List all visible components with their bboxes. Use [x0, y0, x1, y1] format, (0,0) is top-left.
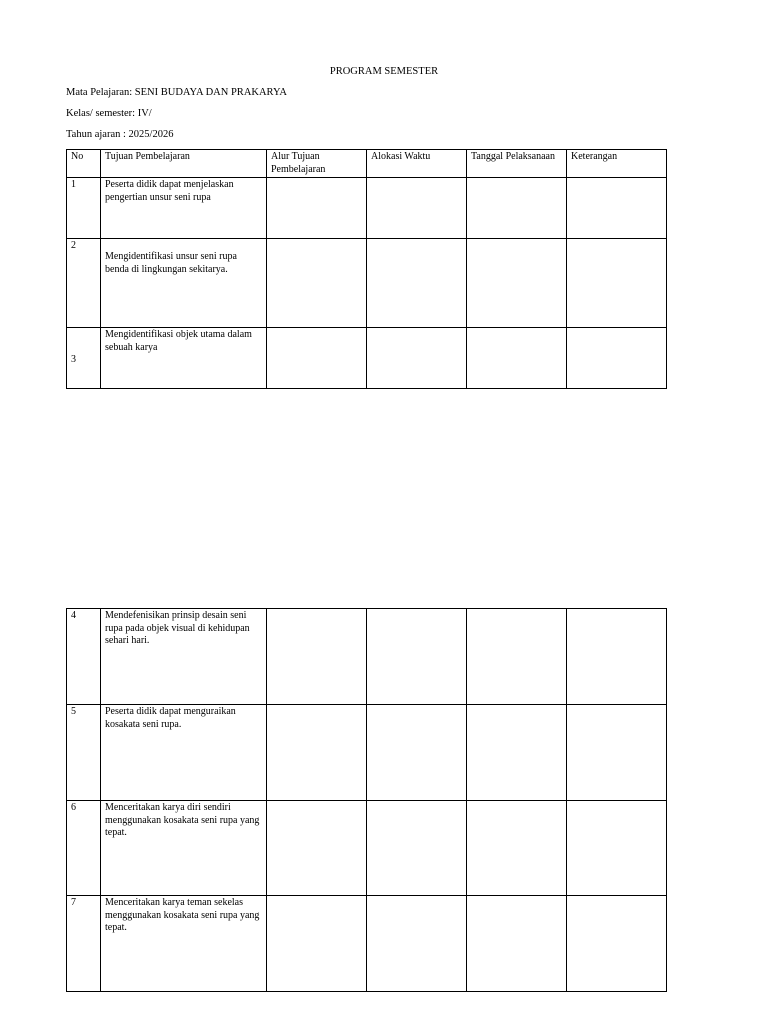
- header-keterangan: Keterangan: [567, 150, 667, 178]
- row-cell-keterangan: [567, 178, 667, 239]
- semester-program-table-part-2: [66, 608, 667, 992]
- row-cell-keterangan: [567, 705, 667, 801]
- row-cell-alur: [267, 801, 367, 896]
- row-cell-tanggal: [467, 609, 567, 705]
- row-cell-tanggal: [467, 896, 567, 992]
- table-row: [67, 609, 667, 705]
- academic-year-line: Tahun ajaran : 2025/2026: [66, 129, 174, 140]
- header-alur: Alur Tujuan Pembelajaran: [267, 150, 367, 178]
- row-cell-alur: [267, 705, 367, 801]
- row-objective: Peserta didik dapat menguraikan kosakata seni rupa.: [101, 705, 267, 801]
- row-cell-tanggal: [467, 178, 567, 239]
- row-cell-keterangan: [567, 609, 667, 705]
- subject-line: Mata Pelajaran: SENI BUDAYA DAN PRAKARYA: [66, 87, 287, 98]
- row-cell-keterangan: [567, 328, 667, 389]
- row-objective: Peserta didik dapat menjelaskan pengertian unsur seni rupa: [101, 178, 267, 239]
- table-row: [67, 328, 667, 389]
- row-cell-keterangan: [567, 239, 667, 328]
- table-header-row: [67, 150, 667, 178]
- row-number: 2: [67, 239, 101, 328]
- row-objective: Mengidentifikasi unsur seni rupa benda di lingkungan sekitarya.: [101, 239, 267, 328]
- table-row: [67, 178, 667, 239]
- row-number: 7: [67, 896, 101, 992]
- row-cell-alur: [267, 328, 367, 389]
- row-cell-keterangan: [567, 896, 667, 992]
- row-cell-keterangan: [567, 801, 667, 896]
- row-cell-alokasi: [367, 801, 467, 896]
- row-cell-alur: [267, 896, 367, 992]
- row-number: 1: [67, 178, 101, 239]
- row-cell-tanggal: [467, 801, 567, 896]
- row-cell-alokasi: [367, 896, 467, 992]
- row-cell-alokasi: [367, 239, 467, 328]
- row-cell-tanggal: [467, 705, 567, 801]
- table-row: [67, 801, 667, 896]
- row-objective: Mendefenisikan prinsip desain seni rupa pada objek visual di kehidupan sehari hari.: [101, 609, 267, 705]
- row-cell-alokasi: [367, 178, 467, 239]
- row-cell-alokasi: [367, 609, 467, 705]
- row-objective: Mengidentifikasi objek utama dalam sebuah karya: [101, 328, 267, 389]
- class-semester-line: Kelas/ semester: IV/: [66, 108, 152, 119]
- row-cell-alokasi: [367, 705, 467, 801]
- header-tujuan: Tujuan Pembelajaran: [101, 150, 267, 178]
- row-cell-tanggal: [467, 239, 567, 328]
- header-no: No: [67, 150, 101, 178]
- table-row: [67, 896, 667, 992]
- row-cell-alur: [267, 609, 367, 705]
- table-row: [67, 705, 667, 801]
- row-cell-alokasi: [367, 328, 467, 389]
- row-cell-alur: [267, 178, 367, 239]
- header-alokasi: Alokasi Waktu: [367, 150, 467, 178]
- row-objective: Menceritakan karya diri sendiri menggunakan kosakata seni rupa yang tepat.: [101, 801, 267, 896]
- row-number: 5: [67, 705, 101, 801]
- row-number: 3: [67, 328, 101, 389]
- row-cell-tanggal: [467, 328, 567, 389]
- row-number: 4: [67, 609, 101, 705]
- row-cell-alur: [267, 239, 367, 328]
- row-number: 6: [67, 801, 101, 896]
- row-objective: Menceritakan karya teman sekelas menggunakan kosakata seni rupa yang tepat.: [101, 896, 267, 992]
- semester-program-table-part-1: [66, 149, 667, 389]
- table-row: [67, 239, 667, 328]
- document-title: PROGRAM SEMESTER: [329, 66, 439, 77]
- header-tanggal: Tanggal Pelaksanaan: [467, 150, 567, 178]
